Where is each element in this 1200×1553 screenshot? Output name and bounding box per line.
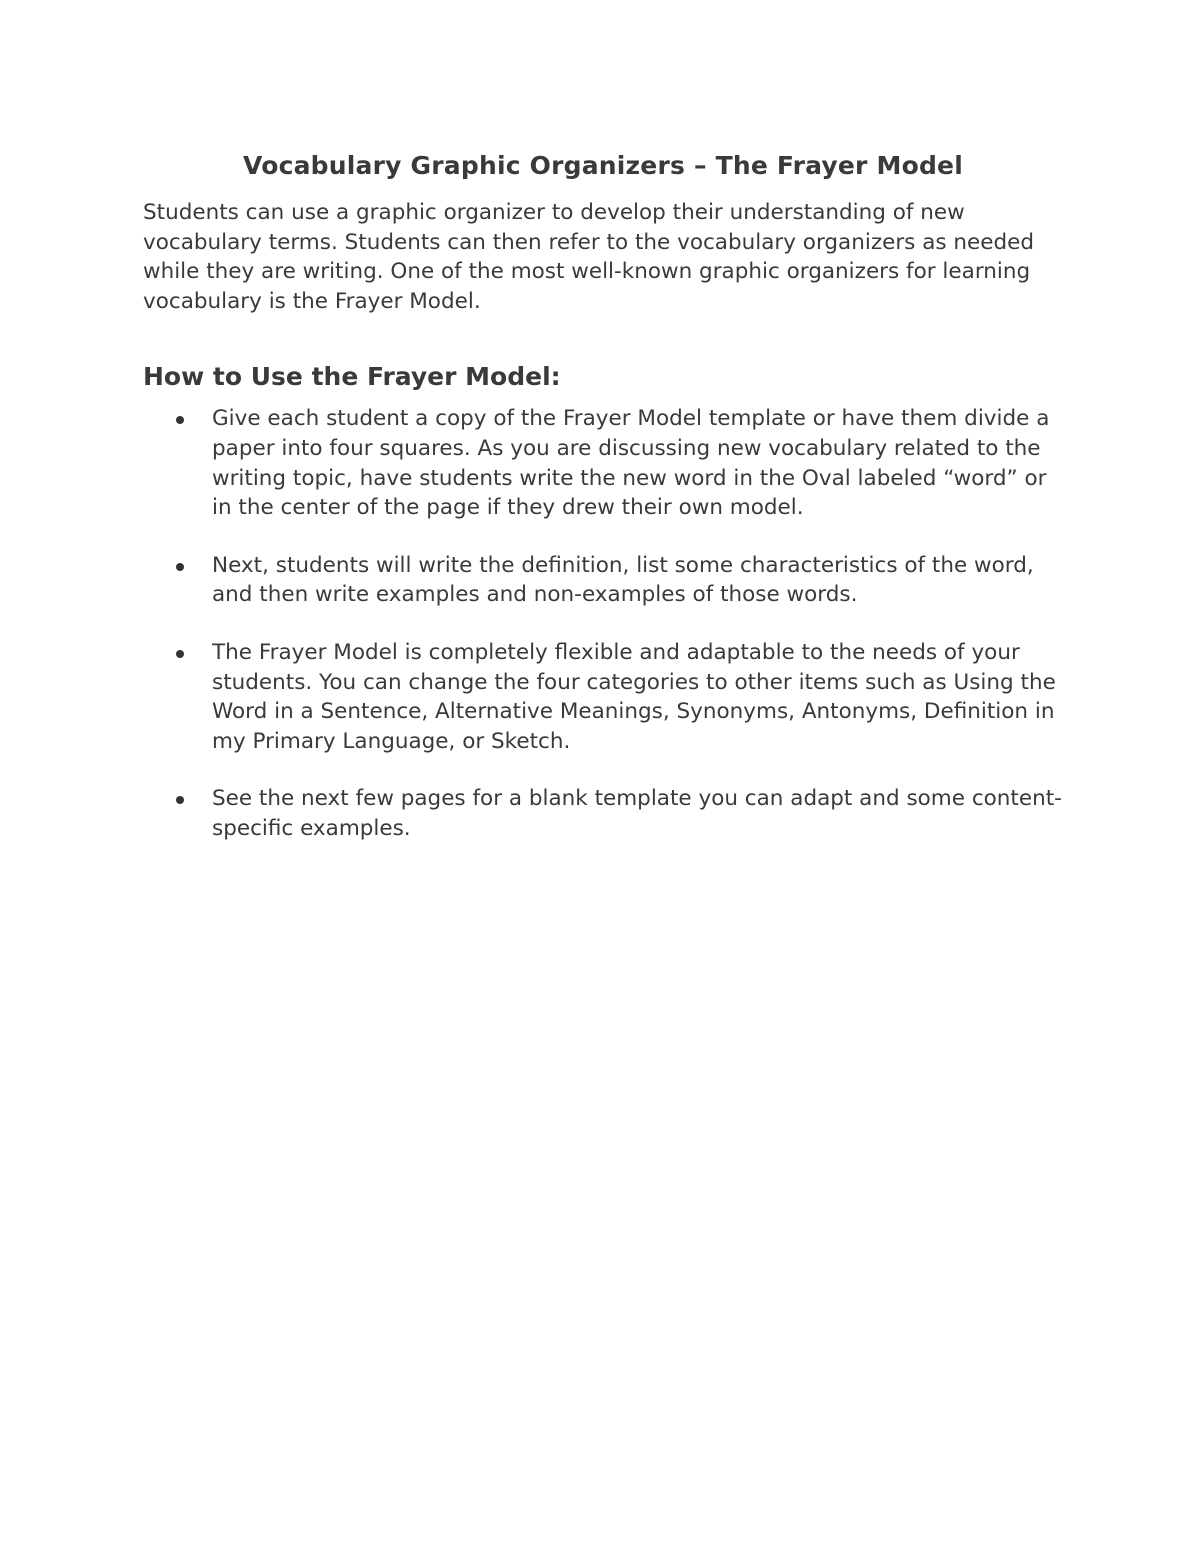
bullet-icon — [176, 563, 184, 571]
list-item-text: Give each student a copy of the Frayer Model template or have them divide a paper into four squares. As you are discussing new vocabulary related to the writing topic, have students write the new word in the Oval labeled “word” or in the center of the page if they drew their own model. — [212, 406, 1050, 521]
intro-paragraph: Students can use a graphic organizer to develop their understanding of new vocabulary terms. Students can then refer to the vocabulary organizers as needed while they are writing. One of the most well-known graphic organizers for learning vocabulary is the Frayer Model. — [143, 200, 1035, 314]
list-item-text: See the next few pages for a blank template you can adapt and some content-specific examples. — [212, 786, 1062, 841]
list-item-text: Next, students will write the definition, list some characteristics of the word, and then write examples and non-examples of those words. — [212, 552, 1034, 608]
document-title: Vocabulary Graphic Organizers – The Frayer Model — [243, 151, 963, 180]
bullet-icon — [176, 650, 184, 658]
list-item — [143, 638, 1063, 756]
list-item — [143, 784, 1063, 843]
list-item-text: The Frayer Model is completely flexible and adaptable to the needs of your students. You can change the four categories to other items such as Using the Word in a Sentence, Alternative Meanings, Synonyms, Antonyms, Definition in my Primary Language, or Sketch. — [212, 639, 1056, 754]
list-item — [143, 551, 1063, 610]
list-item — [143, 404, 1063, 522]
bullet-icon — [176, 416, 184, 424]
section-heading: How to Use the Frayer Model: — [143, 362, 561, 392]
document-content — [143, 148, 1063, 872]
instruction-list — [143, 404, 1063, 843]
bullet-icon — [176, 796, 184, 804]
